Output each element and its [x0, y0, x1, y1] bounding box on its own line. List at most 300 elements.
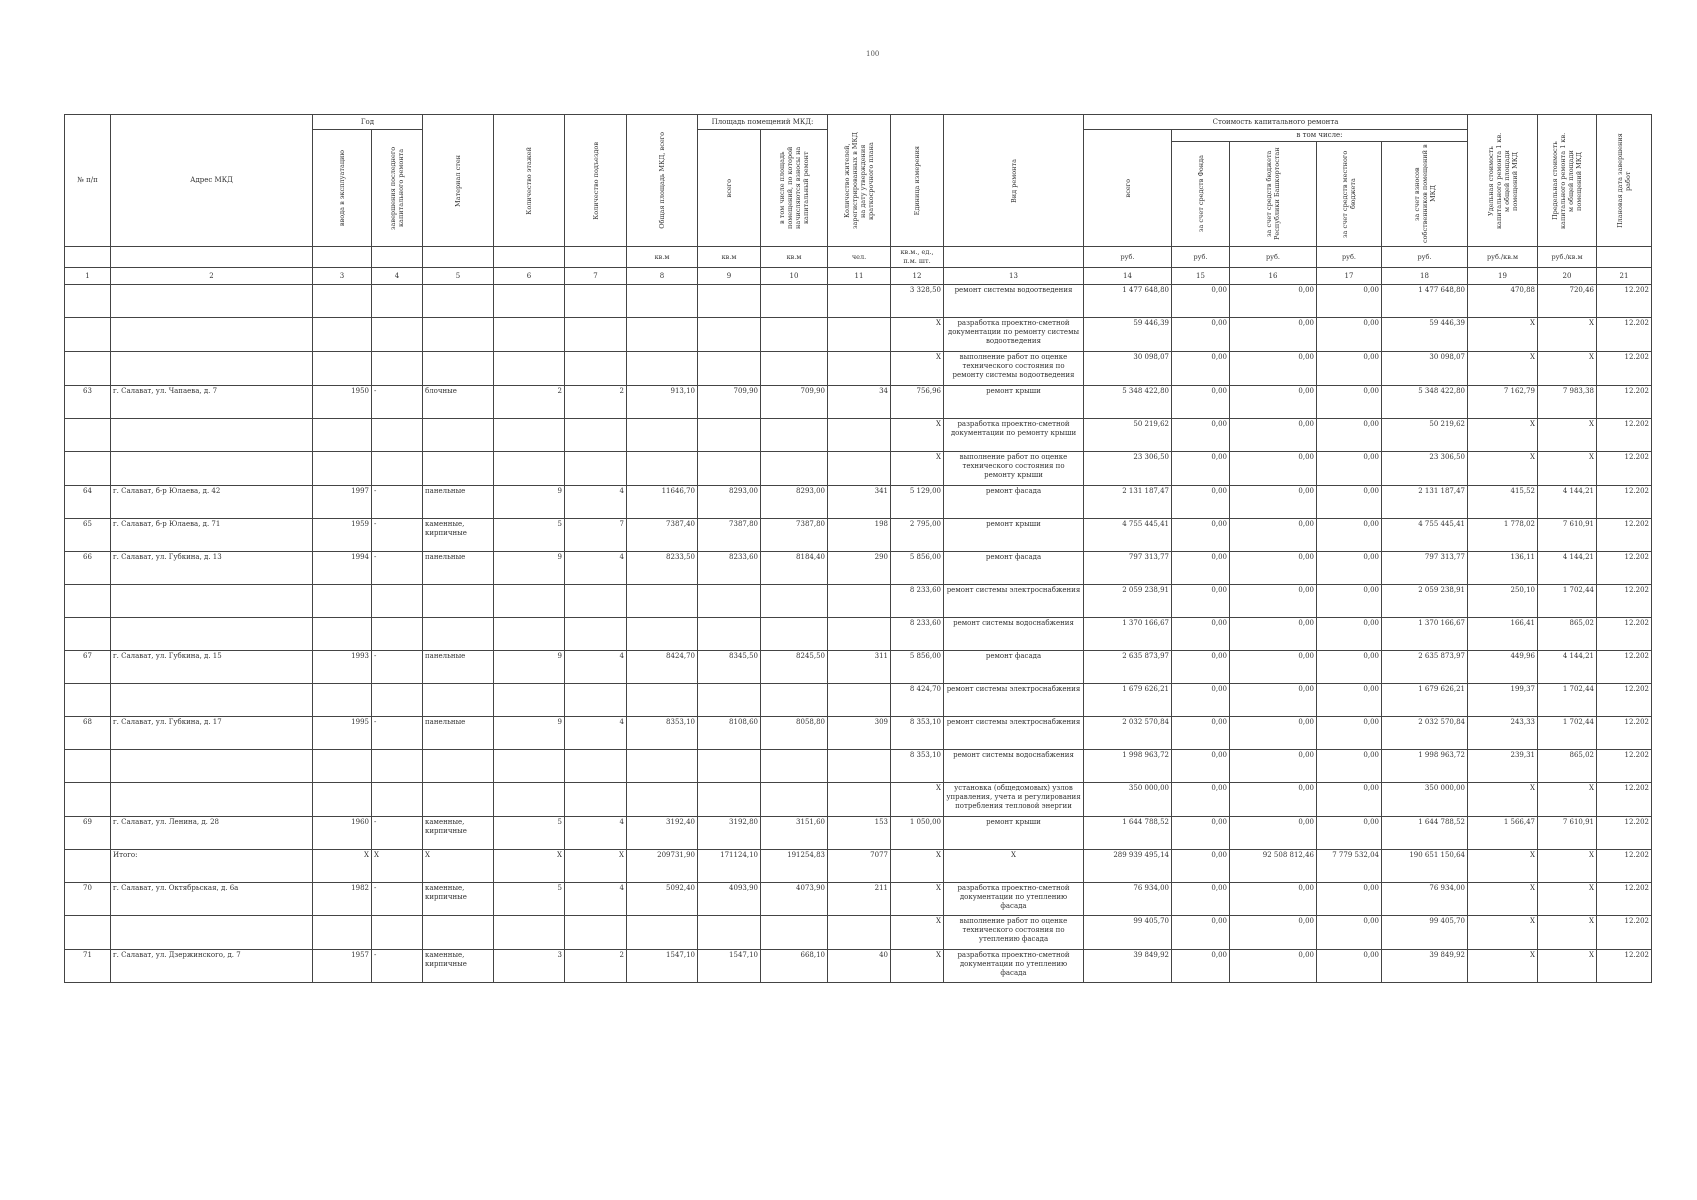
table-cell: 0,00	[1172, 285, 1230, 318]
table-cell: 1959	[313, 519, 372, 552]
table-cell	[423, 916, 494, 950]
table-cell: 0,00	[1317, 684, 1382, 717]
header-cost-owners: за счет взносов собственников помещений в МКД	[1382, 142, 1468, 247]
table-cell	[698, 285, 761, 318]
table-cell: X	[565, 850, 627, 883]
column-number-cell: 9	[698, 268, 761, 285]
table-cell: X	[1538, 916, 1597, 950]
table-cell: 289 939 495,14	[1084, 850, 1172, 883]
table-cell	[828, 750, 891, 783]
table-cell: 199,37	[1468, 684, 1538, 717]
table-cell: 5 348 422,80	[1382, 386, 1468, 419]
table-cell: каменные, кирпичные	[423, 817, 494, 850]
table-cell: 1 644 788,52	[1084, 817, 1172, 850]
table-cell: ремонт крыши	[944, 386, 1084, 419]
table-cell: X	[1468, 318, 1538, 352]
table-cell: 350 000,00	[1382, 783, 1468, 817]
table-cell: 250,10	[1468, 585, 1538, 618]
table-cell: 239,31	[1468, 750, 1538, 783]
table-cell: 7	[565, 519, 627, 552]
table-cell: ремонт системы водоотведения	[944, 285, 1084, 318]
table-cell: 3 328,50	[891, 285, 944, 318]
table-row	[65, 352, 1652, 386]
capital-repair-plan-table	[64, 114, 1652, 983]
table-cell: 8353,10	[627, 717, 698, 750]
table-cell: г. Салават, ул. Дзержинского, д. 7	[111, 950, 313, 983]
table-cell	[565, 916, 627, 950]
table-cell: 1 679 626,21	[1084, 684, 1172, 717]
table-cell: 12.202	[1597, 486, 1652, 519]
table-cell: 12.202	[1597, 750, 1652, 783]
table-cell: г. Салават, б-р Юлаева, д. 71	[111, 519, 313, 552]
table-cell	[494, 285, 565, 318]
header-max-cost: Предельная стоимость капитального ремонта 1 кв. м общей площади помещений МКД	[1538, 115, 1597, 247]
table-cell: 12.202	[1597, 717, 1652, 750]
table-cell: 0,00	[1230, 585, 1317, 618]
header-floors: Количество этажей	[494, 115, 565, 247]
table-cell: 30 098,07	[1382, 352, 1468, 386]
table-cell: 50 219,62	[1084, 419, 1172, 452]
table-cell	[423, 352, 494, 386]
table-cell: 3192,40	[627, 817, 698, 850]
table-row	[65, 817, 1652, 850]
table-cell: г. Салават, ул. Ленина, д. 28	[111, 817, 313, 850]
table-cell: -	[372, 519, 423, 552]
unit-cell: кв.м., ед., п.м. шт.	[891, 247, 944, 268]
unit-cell	[944, 247, 1084, 268]
table-cell	[494, 585, 565, 618]
table-cell: X	[423, 850, 494, 883]
table-cell: 0,00	[1172, 486, 1230, 519]
table-cell	[627, 916, 698, 950]
table-cell: 67	[65, 651, 111, 684]
unit-cell: руб./кв.м	[1468, 247, 1538, 268]
header-row-1	[65, 115, 1652, 130]
table-cell: 3	[494, 950, 565, 983]
table-cell: 4 755 445,41	[1382, 519, 1468, 552]
table-cell: 415,52	[1468, 486, 1538, 519]
table-cell	[423, 618, 494, 651]
table-cell: 0,00	[1230, 519, 1317, 552]
table-cell: -	[372, 817, 423, 850]
table-row	[65, 717, 1652, 750]
table-cell	[828, 419, 891, 452]
table-cell: X	[1538, 850, 1597, 883]
table-cell: 0,00	[1172, 386, 1230, 419]
table-cell: 1 566,47	[1468, 817, 1538, 850]
table-row	[65, 519, 1652, 552]
table-row	[65, 585, 1652, 618]
table-cell: установка (общедомовых) узлов управления, учета и регулирования потребления тепловой энергии	[944, 783, 1084, 817]
table-cell	[111, 285, 313, 318]
table-cell: 4 144,21	[1538, 486, 1597, 519]
table-cell	[761, 618, 828, 651]
table-cell: 0,00	[1172, 950, 1230, 983]
table-cell: 865,02	[1538, 618, 1597, 651]
unit-cell: кв.м	[698, 247, 761, 268]
table-cell	[698, 618, 761, 651]
table-cell: 243,33	[1468, 717, 1538, 750]
table-cell	[698, 318, 761, 352]
header-cost-total: всего	[1084, 130, 1172, 247]
table-cell	[494, 452, 565, 486]
header-no: № п/п	[65, 115, 111, 247]
header-deadline: Плановая дата завершения работ	[1597, 115, 1652, 247]
table-cell	[698, 352, 761, 386]
column-number-cell: 8	[627, 268, 698, 285]
table-cell: X	[1538, 318, 1597, 352]
table-cell	[65, 850, 111, 883]
table-cell	[111, 783, 313, 817]
column-number-cell: 13	[944, 268, 1084, 285]
table-cell: 2 059 238,91	[1084, 585, 1172, 618]
unit-cell	[111, 247, 313, 268]
table-cell: 4093,90	[698, 883, 761, 916]
table-cell: 0,00	[1317, 419, 1382, 452]
table-row	[65, 651, 1652, 684]
table-cell: 76 934,00	[1084, 883, 1172, 916]
table-cell: X	[891, 850, 944, 883]
table-cell: 68	[65, 717, 111, 750]
table-cell: 0,00	[1172, 618, 1230, 651]
table-cell: 5 348 422,80	[1084, 386, 1172, 419]
table-cell	[372, 452, 423, 486]
table-cell: X	[1468, 419, 1538, 452]
table-cell: 1 644 788,52	[1382, 817, 1468, 850]
table-cell: X	[891, 950, 944, 983]
table-cell	[372, 585, 423, 618]
unit-cell	[65, 247, 111, 268]
table-cell: 39 849,92	[1382, 950, 1468, 983]
table-cell: 50 219,62	[1382, 419, 1468, 452]
column-number-cell: 7	[565, 268, 627, 285]
header-premises-owned: в том числе площадь помещений, по которой начисляются взносы на капитальный ремонт	[761, 130, 828, 247]
table-cell	[65, 750, 111, 783]
table-cell: 7 610,91	[1538, 519, 1597, 552]
table-cell	[65, 916, 111, 950]
table-cell	[565, 618, 627, 651]
table-cell: 70	[65, 883, 111, 916]
table-cell: -	[372, 386, 423, 419]
table-cell: 64	[65, 486, 111, 519]
table-cell	[372, 916, 423, 950]
table-cell	[565, 318, 627, 352]
table-cell: 8 353,10	[891, 750, 944, 783]
table-cell: 8345,50	[698, 651, 761, 684]
table-cell: 1957	[313, 950, 372, 983]
table-row	[65, 684, 1652, 717]
unit-cell: руб.	[1172, 247, 1230, 268]
table-cell: 0,00	[1317, 950, 1382, 983]
table-cell: Итого:	[111, 850, 313, 883]
table-cell: 8233,60	[698, 552, 761, 585]
table-cell: 40	[828, 950, 891, 983]
table-cell: 7 162,79	[1468, 386, 1538, 419]
table-cell: 0,00	[1230, 419, 1317, 452]
table-cell: разработка проектно-сметной документации по утеплению фасада	[944, 883, 1084, 916]
table-cell	[828, 285, 891, 318]
column-number-cell: 21	[1597, 268, 1652, 285]
table-cell	[627, 684, 698, 717]
table-cell: 1 998 963,72	[1382, 750, 1468, 783]
header-work-type: Вид ремонта	[944, 115, 1084, 247]
table-cell: X	[313, 850, 372, 883]
table-cell: 0,00	[1317, 717, 1382, 750]
table-cell: 350 000,00	[1084, 783, 1172, 817]
table-cell	[111, 419, 313, 452]
table-row	[65, 452, 1652, 486]
table-cell: 0,00	[1317, 318, 1382, 352]
table-cell: 71	[65, 950, 111, 983]
table-cell	[828, 916, 891, 950]
table-cell: 65	[65, 519, 111, 552]
table-cell: 1997	[313, 486, 372, 519]
table-cell	[828, 352, 891, 386]
table-cell: 92 508 812,46	[1230, 850, 1317, 883]
table-cell	[423, 684, 494, 717]
table-cell: панельные	[423, 486, 494, 519]
table-cell	[627, 783, 698, 817]
table-row	[65, 285, 1652, 318]
table-cell: ремонт системы водоснабжения	[944, 618, 1084, 651]
table-cell	[698, 783, 761, 817]
table-cell: 12.202	[1597, 883, 1652, 916]
table-cell: X	[891, 883, 944, 916]
table-cell	[698, 916, 761, 950]
table-cell	[423, 750, 494, 783]
table-cell	[372, 750, 423, 783]
table-cell: 0,00	[1172, 651, 1230, 684]
table-cell: 0,00	[1317, 352, 1382, 386]
table-cell	[494, 750, 565, 783]
table-cell: 12.202	[1597, 552, 1652, 585]
column-number-cell: 14	[1084, 268, 1172, 285]
column-number-cell: 6	[494, 268, 565, 285]
table-cell: ремонт крыши	[944, 817, 1084, 850]
column-number-cell: 16	[1230, 268, 1317, 285]
column-number-cell: 1	[65, 268, 111, 285]
table-cell: 12.202	[1597, 916, 1652, 950]
table-cell: 290	[828, 552, 891, 585]
table-cell: 9	[494, 651, 565, 684]
table-row	[65, 486, 1652, 519]
table-cell: X	[1538, 783, 1597, 817]
table-cell: 12.202	[1597, 618, 1652, 651]
table-cell: 3192,80	[698, 817, 761, 850]
table-cell	[698, 452, 761, 486]
unit-cell: кв.м	[761, 247, 828, 268]
table-cell: 0,00	[1230, 318, 1317, 352]
table-cell	[65, 352, 111, 386]
table-cell: 9	[494, 552, 565, 585]
table-cell: ремонт фасада	[944, 651, 1084, 684]
table-cell	[828, 783, 891, 817]
table-cell	[565, 750, 627, 783]
table-cell: 211	[828, 883, 891, 916]
unit-cell	[1597, 247, 1652, 268]
table-cell: 0,00	[1230, 651, 1317, 684]
header-cost-republic: за счет средств бюджета Республики Башкортостан	[1230, 142, 1317, 247]
table-cell: X	[1538, 352, 1597, 386]
table-cell: 99 405,70	[1084, 916, 1172, 950]
table-cell: 191254,83	[761, 850, 828, 883]
table-cell: 7387,80	[761, 519, 828, 552]
table-cell: ремонт системы водоснабжения	[944, 750, 1084, 783]
table-cell: 0,00	[1172, 352, 1230, 386]
table-cell	[423, 419, 494, 452]
table-cell: 7 983,38	[1538, 386, 1597, 419]
table-cell	[65, 419, 111, 452]
table-cell: 4 755 445,41	[1084, 519, 1172, 552]
table-cell	[494, 352, 565, 386]
table-cell	[828, 452, 891, 486]
table-cell: 8 233,60	[891, 618, 944, 651]
table-cell: X	[1468, 452, 1538, 486]
table-cell	[65, 618, 111, 651]
table-cell	[761, 916, 828, 950]
table-cell: 865,02	[1538, 750, 1597, 783]
column-number-cell: 18	[1382, 268, 1468, 285]
table-cell: г. Салават, ул. Губкина, д. 15	[111, 651, 313, 684]
table-cell: 0,00	[1317, 783, 1382, 817]
table-cell	[111, 684, 313, 717]
table-cell: 8058,80	[761, 717, 828, 750]
table-cell: 12.202	[1597, 783, 1652, 817]
table-cell: ремонт системы электроснабжения	[944, 585, 1084, 618]
column-number-cell: 4	[372, 268, 423, 285]
table-cell	[565, 783, 627, 817]
table-cell: 4	[565, 552, 627, 585]
table-cell	[494, 419, 565, 452]
table-cell: 12.202	[1597, 519, 1652, 552]
table-cell: 5 129,00	[891, 486, 944, 519]
table-cell: 470,88	[1468, 285, 1538, 318]
table-cell	[627, 750, 698, 783]
table-cell	[627, 352, 698, 386]
column-number-cell: 17	[1317, 268, 1382, 285]
column-numbers-row	[65, 268, 1652, 285]
table-cell: 2 032 570,84	[1084, 717, 1172, 750]
table-cell: ремонт системы электроснабжения	[944, 684, 1084, 717]
table-cell: 8 353,10	[891, 717, 944, 750]
table-cell: 1 477 648,80	[1382, 285, 1468, 318]
table-cell: каменные, кирпичные	[423, 950, 494, 983]
table-cell: 0,00	[1172, 684, 1230, 717]
table-cell: 1 702,44	[1538, 717, 1597, 750]
table-cell: X	[1538, 452, 1597, 486]
table-cell	[65, 684, 111, 717]
table-cell: 2 032 570,84	[1382, 717, 1468, 750]
table-cell	[313, 684, 372, 717]
table-cell: 0,00	[1230, 552, 1317, 585]
table-cell: 7 610,91	[1538, 817, 1597, 850]
table-cell: 0,00	[1230, 618, 1317, 651]
column-number-cell: 15	[1172, 268, 1230, 285]
table-cell	[828, 585, 891, 618]
table-cell: 0,00	[1317, 651, 1382, 684]
table-cell: 0,00	[1172, 419, 1230, 452]
table-cell	[372, 285, 423, 318]
table-cell: 3151,60	[761, 817, 828, 850]
table-cell	[565, 352, 627, 386]
table-cell	[761, 783, 828, 817]
table-cell	[627, 618, 698, 651]
column-number-cell: 2	[111, 268, 313, 285]
table-cell: 5 856,00	[891, 651, 944, 684]
table-cell	[372, 352, 423, 386]
unit-cell: руб.	[1084, 247, 1172, 268]
table-cell: 2	[565, 950, 627, 983]
unit-cell	[494, 247, 565, 268]
table-cell	[494, 618, 565, 651]
table-cell: 7077	[828, 850, 891, 883]
table-cell: X	[372, 850, 423, 883]
table-cell: 12.202	[1597, 318, 1652, 352]
table-cell: 0,00	[1317, 486, 1382, 519]
table-cell: -	[372, 651, 423, 684]
table-cell: 8108,60	[698, 717, 761, 750]
header-premises-total: всего	[698, 130, 761, 247]
table-cell: 2 131 187,47	[1382, 486, 1468, 519]
table-cell	[494, 684, 565, 717]
table-cell	[761, 585, 828, 618]
table-cell	[65, 452, 111, 486]
table-cell: 1547,10	[627, 950, 698, 983]
table-cell: 8293,00	[698, 486, 761, 519]
table-cell: 8245,50	[761, 651, 828, 684]
table-cell: 2 635 873,97	[1084, 651, 1172, 684]
table-cell	[494, 916, 565, 950]
table-cell: г. Салават, ул. Октябрьская, д. 6а	[111, 883, 313, 916]
table-cell	[423, 285, 494, 318]
table-cell: 1 679 626,21	[1382, 684, 1468, 717]
table-cell: 1 370 166,67	[1382, 618, 1468, 651]
table-cell: 1 702,44	[1538, 684, 1597, 717]
table-cell	[65, 585, 111, 618]
header-unit-cost: Удельная стоимость капитального ремонта 1 кв. м общей площади помещений МКД	[1468, 115, 1538, 247]
table-cell: 0,00	[1172, 850, 1230, 883]
table-cell: 5 856,00	[891, 552, 944, 585]
table-cell	[313, 750, 372, 783]
table-cell: 4	[565, 651, 627, 684]
table-cell: 1 998 963,72	[1084, 750, 1172, 783]
table-cell	[761, 285, 828, 318]
table-cell	[65, 285, 111, 318]
table-cell: 797 313,77	[1382, 552, 1468, 585]
table-cell: 1 370 166,67	[1084, 618, 1172, 651]
unit-cell: чел.	[828, 247, 891, 268]
unit-cell	[423, 247, 494, 268]
table-cell: 4	[565, 883, 627, 916]
table-cell	[627, 452, 698, 486]
table-cell: 0,00	[1317, 817, 1382, 850]
header-residents: Количество жителей, зарегистрированных в МКД на дату утверждения краткосрочного плана	[828, 115, 891, 247]
units-row	[65, 247, 1652, 268]
table-cell	[372, 684, 423, 717]
unit-cell	[372, 247, 423, 268]
table-cell	[698, 750, 761, 783]
unit-cell: руб.	[1230, 247, 1317, 268]
table-cell: 2 795,00	[891, 519, 944, 552]
table-cell: X	[1468, 783, 1538, 817]
table-cell: 39 849,92	[1084, 950, 1172, 983]
table-cell	[698, 684, 761, 717]
table-cell	[313, 916, 372, 950]
table-cell: 4 144,21	[1538, 552, 1597, 585]
table-cell	[828, 618, 891, 651]
table-cell: X	[1468, 950, 1538, 983]
header-wall-material: Материал стен	[423, 115, 494, 247]
